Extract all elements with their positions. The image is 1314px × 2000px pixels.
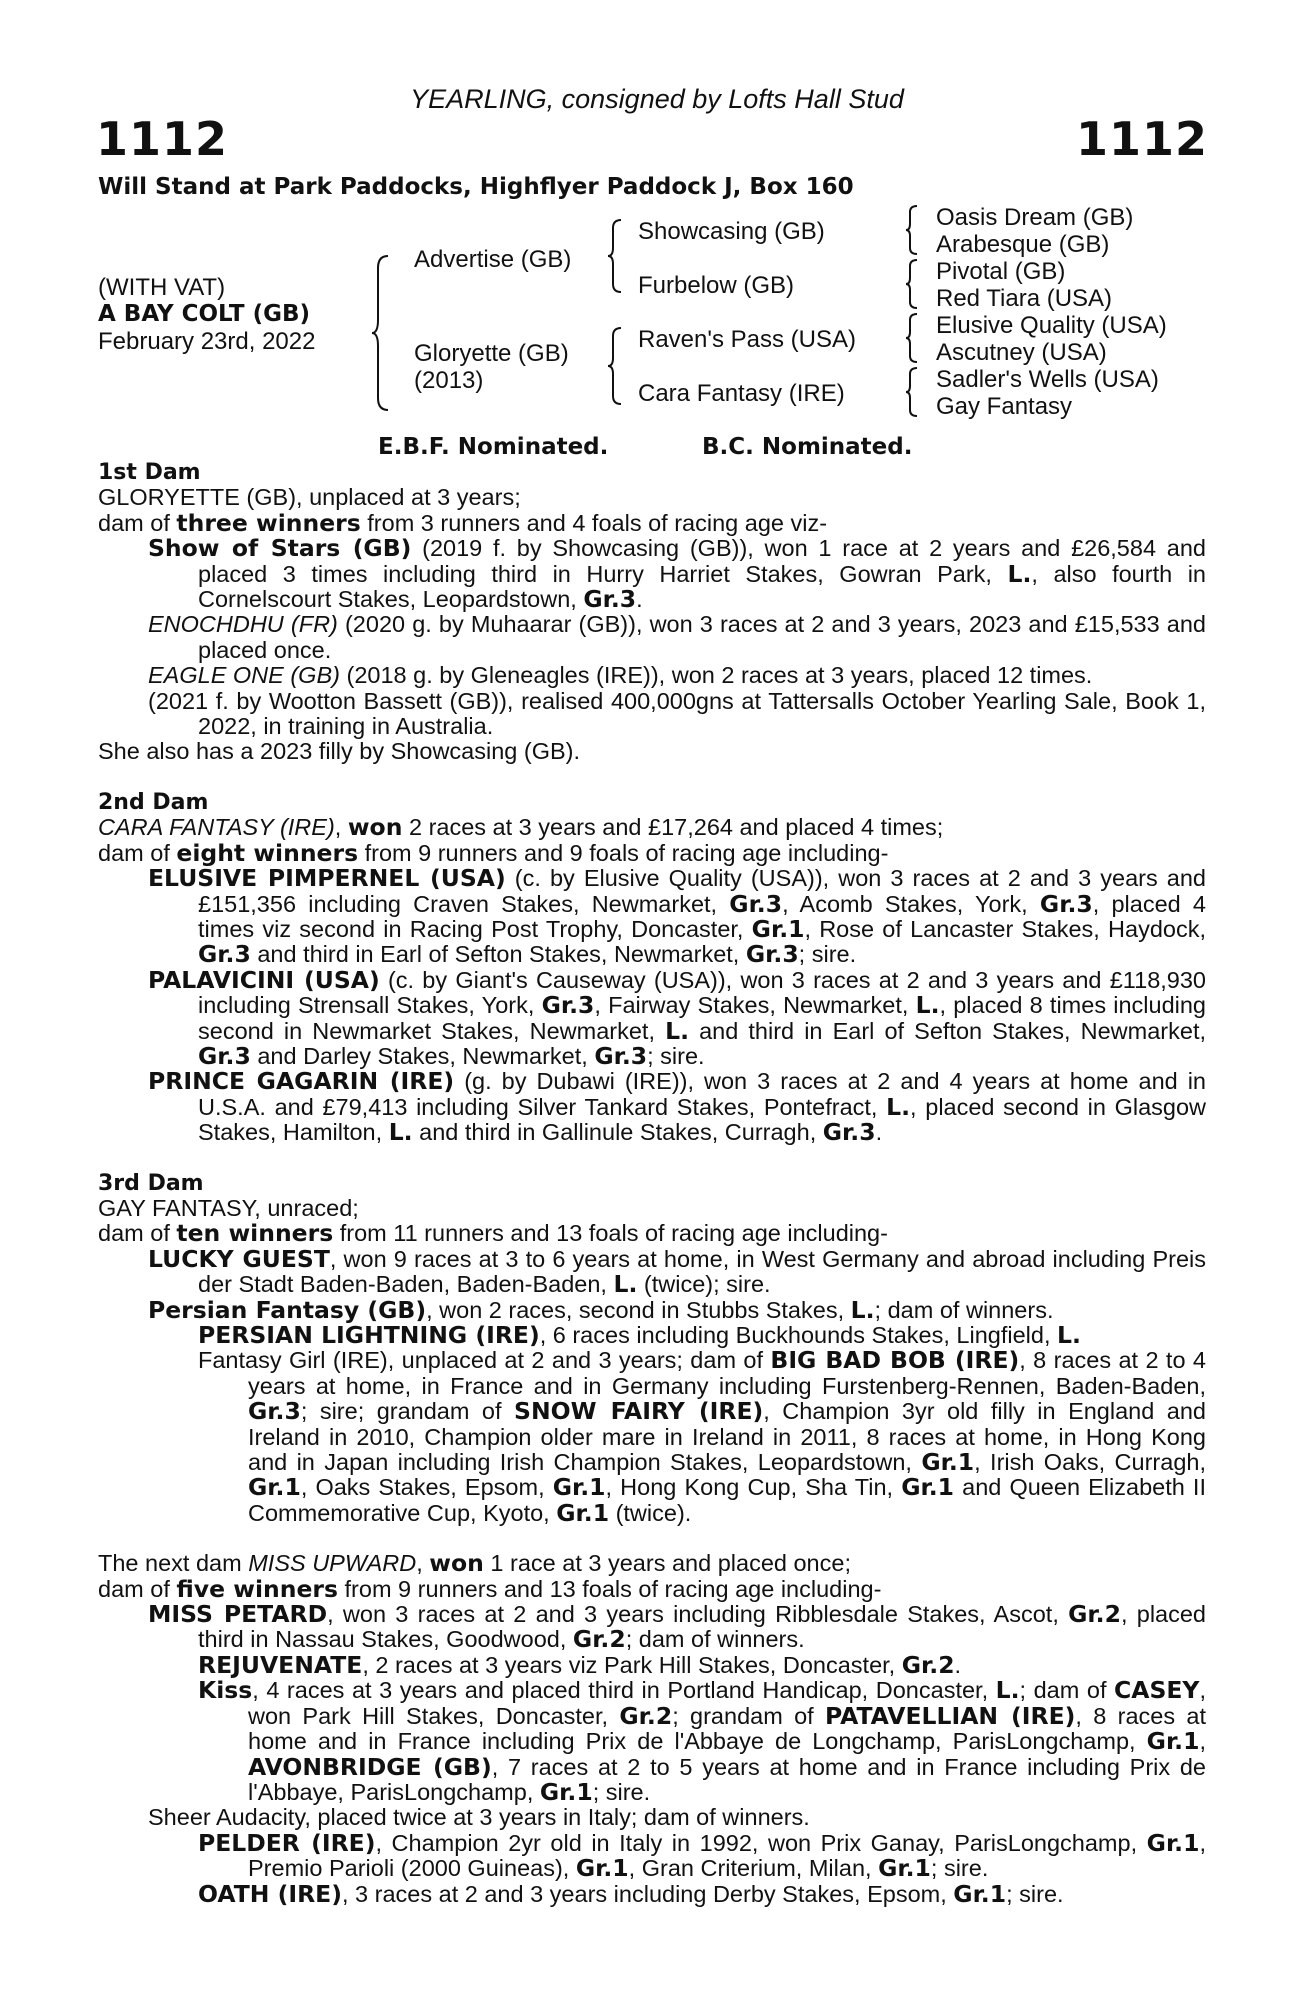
- produce-entry: ELUSIVE PIMPERNEL (USA) (c. by Elusive Quality (USA)), won 3 races at 2 and 3 years and £151,356 including Craven Stakes, Newmarket, Gr.3, Acomb Stakes, York, Gr.3, placed 4 times viz second in Racing Post Trophy, Doncaster, Gr.1, Rose of Lancaster Stakes, Haydock, Gr.3 and third in Earl of Sefton Stakes, Newmarket, Gr.3; sire.: [148, 864, 1206, 969]
- sire-name: Advertise (GB): [414, 246, 572, 273]
- lot-number-left: 1112: [96, 112, 229, 166]
- produce-entry: (2021 f. by Wootton Bassett (GB)), realised 400,000gns at Tattersalls October Yearling Sale, Book 1, 2022, in training in Australia.: [148, 687, 1206, 740]
- pedigree-g1-1: Furbelow (GB): [638, 272, 795, 299]
- produce-entry: Show of Stars (GB) (2019 f. by Showcasing (GB)), won 1 race at 2 years and £26,584 and placed 3 times including third in Hurry Harriet Stakes, Gowran Park, L., also fourth in Cornelscourt Stakes, Leopardstown, Gr.3.: [148, 534, 1206, 614]
- pedigree-brace-g2b: [904, 258, 920, 310]
- produce-entry: Persian Fantasy (GB), won 2 races, second in Stubbs Stakes, L.; dam of winners.: [148, 1295, 1054, 1324]
- bc-nomination: B.C. Nominated.: [702, 434, 913, 460]
- produce-subentry: Fantasy Girl (IRE), unplaced at 2 and 3 years; dam of BIG BAD BOB (IRE), 8 races at 2 to 4 years at home, in France and in Germany including Furstenberg-Rennen, Baden-Baden, Gr.3; sire; grandam of SNOW FAIRY (IRE), Champion 3yr old filly in England and Ireland in 2010, Champion older mare in Ireland in 2011, 8 races at home, in Hong Kong and in Japan including Irish Champion Stakes, Leopardstown, Gr.1, Irish Oaks, Curragh, Gr.1, Oaks Stakes, Epsom, Gr.1, Hong Kong Cup, Sha Tin, Gr.1 and Queen Elizabeth II Commemorative Cup, Kyoto, Gr.1 (twice).: [198, 1346, 1206, 1527]
- dam-year: (2013): [414, 367, 484, 394]
- produce-entry: EAGLE ONE (GB) (2018 g. by Gleneagles (IRE)), won 2 races at 3 years, placed 12 times.: [148, 662, 1093, 689]
- first-dam-line: GLORYETTE (GB), unplaced at 3 years;: [98, 484, 521, 511]
- produce-subentry: PERSIAN LIGHTNING (IRE), 6 races including Buckhounds Stakes, Lingfield, L.: [198, 1321, 1081, 1349]
- vat-note: (WITH VAT): [98, 274, 226, 301]
- produce-entry: MISS PETARD, won 3 races at 2 and 3 years including Ribblesdale Stakes, Ascot, Gr.2, placed third in Nassau Stakes, Goodwood, Gr.2; dam of winners.: [148, 1600, 1206, 1654]
- next-dam-line: The next dam MISS UPWARD, won 1 race at 3 years and placed once;: [98, 1549, 851, 1578]
- pedigree-g2-6: Sadler's Wells (USA): [936, 366, 1159, 393]
- second-dam-heading: 2nd Dam: [98, 789, 209, 815]
- dam-name: Gloryette (GB): [414, 340, 569, 367]
- horse-name: A BAY COLT (GB): [98, 301, 311, 327]
- lot-number-right: 1112: [1075, 112, 1208, 166]
- produce-entry: PRINCE GAGARIN (IRE) (g. by Dubawi (IRE)), won 3 races at 2 and 4 years at home and in U.S.A. and £79,413 including Silver Tankard Stakes, Pontefract, L., placed second in Glasgow Stakes, Hamilton, L. and third in Gallinule Stakes, Curragh, Gr.3.: [148, 1067, 1206, 1147]
- pedigree-g2-3: Red Tiara (USA): [936, 285, 1113, 312]
- produce-entry: LUCKY GUEST, won 9 races at 3 to 6 years at home, in West Germany and abroad including Preis der Stadt Baden-Baden, Baden-Baden, L. (twice); sire.: [148, 1244, 1206, 1299]
- pedigree-g2-0: Oasis Dream (GB): [936, 204, 1134, 231]
- third-dam-heading: 3rd Dam: [98, 1170, 204, 1196]
- catalogue-body: [98, 460, 1206, 1907]
- pedigree-g1-0: Showcasing (GB): [638, 218, 825, 245]
- third-dam-record: dam of ten winners from 11 runners and 13 foals of racing age including-: [98, 1219, 888, 1248]
- second-dam-record: dam of eight winners from 9 runners and 9 foals of racing age including-: [98, 838, 889, 867]
- pedigree-brace-sire: [606, 218, 624, 294]
- consignment-line: YEARLING, consigned by Lofts Hall Stud: [410, 84, 904, 114]
- produce-note: She also has a 2023 filly by Showcasing (GB).: [98, 738, 581, 765]
- pedigree-g2-1: Arabesque (GB): [936, 231, 1110, 258]
- pedigree-brace-g2c: [904, 312, 920, 364]
- third-dam-line: GAY FANTASY, unraced;: [98, 1194, 359, 1221]
- second-dam-line: CARA FANTASY (IRE), won 2 races at 3 years and £17,264 and placed 4 times;: [98, 813, 944, 842]
- next-dam-record: dam of five winners from 9 runners and 13 foals of racing age including-: [98, 1574, 882, 1603]
- pedigree-g2-4: Elusive Quality (USA): [936, 312, 1167, 339]
- ebf-nomination: E.B.F. Nominated.: [378, 434, 609, 460]
- produce-entry: ENOCHDHU (FR) (2020 g. by Muhaarar (GB)), won 3 races at 2 and 3 years, 2023 and £15,533 and placed once.: [148, 611, 1206, 663]
- first-dam-record: dam of three winners from 3 runners and 4 foals of racing age viz-: [98, 508, 828, 537]
- pedigree-g1-3: Cara Fantasy (IRE): [638, 380, 845, 407]
- pedigree-brace-main: [370, 254, 392, 412]
- stand-info: Will Stand at Park Paddocks, Highflyer Paddock J, Box 160: [98, 174, 854, 200]
- pedigree-brace-dam: [606, 326, 624, 406]
- pedigree-g2-7: Gay Fantasy: [936, 393, 1073, 420]
- foaling-date: February 23rd, 2022: [98, 328, 316, 355]
- produce-entry: PALAVICINI (USA) (c. by Giant's Causeway (USA)), won 3 races at 2 and 3 years and £118,930 including Strensall Stakes, York, Gr.3, Fairway Stakes, Newmarket, L., placed 8 times including second in Newmarket Stakes, Newmarket, L. and third in Earl of Sefton Stakes, Newmarket, Gr.3 and Darley Stakes, Newmarket, Gr.3; sire.: [148, 965, 1207, 1070]
- pedigree-g1-2: Raven's Pass (USA): [638, 326, 856, 353]
- pedigree-g2-2: Pivotal (GB): [936, 258, 1066, 285]
- produce-subentry: Kiss, 4 races at 3 years and placed third in Portland Handicap, Doncaster, L.; dam of CASEY, won Park Hill Stakes, Doncaster, Gr.2; grandam of PATAVELLIAN (IRE), 8 races at home and in France including Prix de l'Abbaye de Longchamp, ParisLongchamp, Gr.1, AVONBRIDGE (GB), 7 races at 2 to 5 years at home and in France including Prix de l'Abbaye, ParisLongchamp, Gr.1; sire.: [198, 1676, 1207, 1806]
- produce-subentry: PELDER (IRE), Champion 2yr old in Italy in 1992, won Prix Ganay, ParisLongchamp, Gr.1, Premio Parioli (2000 Guineas), Gr.1, Gran Criterium, Milan, Gr.1; sire.: [198, 1828, 1206, 1883]
- pedigree-brace-g2a: [904, 204, 920, 256]
- pedigree-g2-5: Ascutney (USA): [936, 339, 1107, 366]
- produce-subentry: REJUVENATE, 2 races at 3 years viz Park Hill Stakes, Doncaster, Gr.2.: [198, 1650, 962, 1679]
- first-dam-heading: 1st Dam: [98, 460, 201, 485]
- produce-subentry: OATH (IRE), 3 races at 2 and 3 years including Derby Stakes, Epsom, Gr.1; sire.: [198, 1879, 1064, 1908]
- produce-entry: Sheer Audacity, placed twice at 3 years in Italy; dam of winners.: [148, 1804, 810, 1831]
- pedigree-brace-g2d: [904, 366, 920, 418]
